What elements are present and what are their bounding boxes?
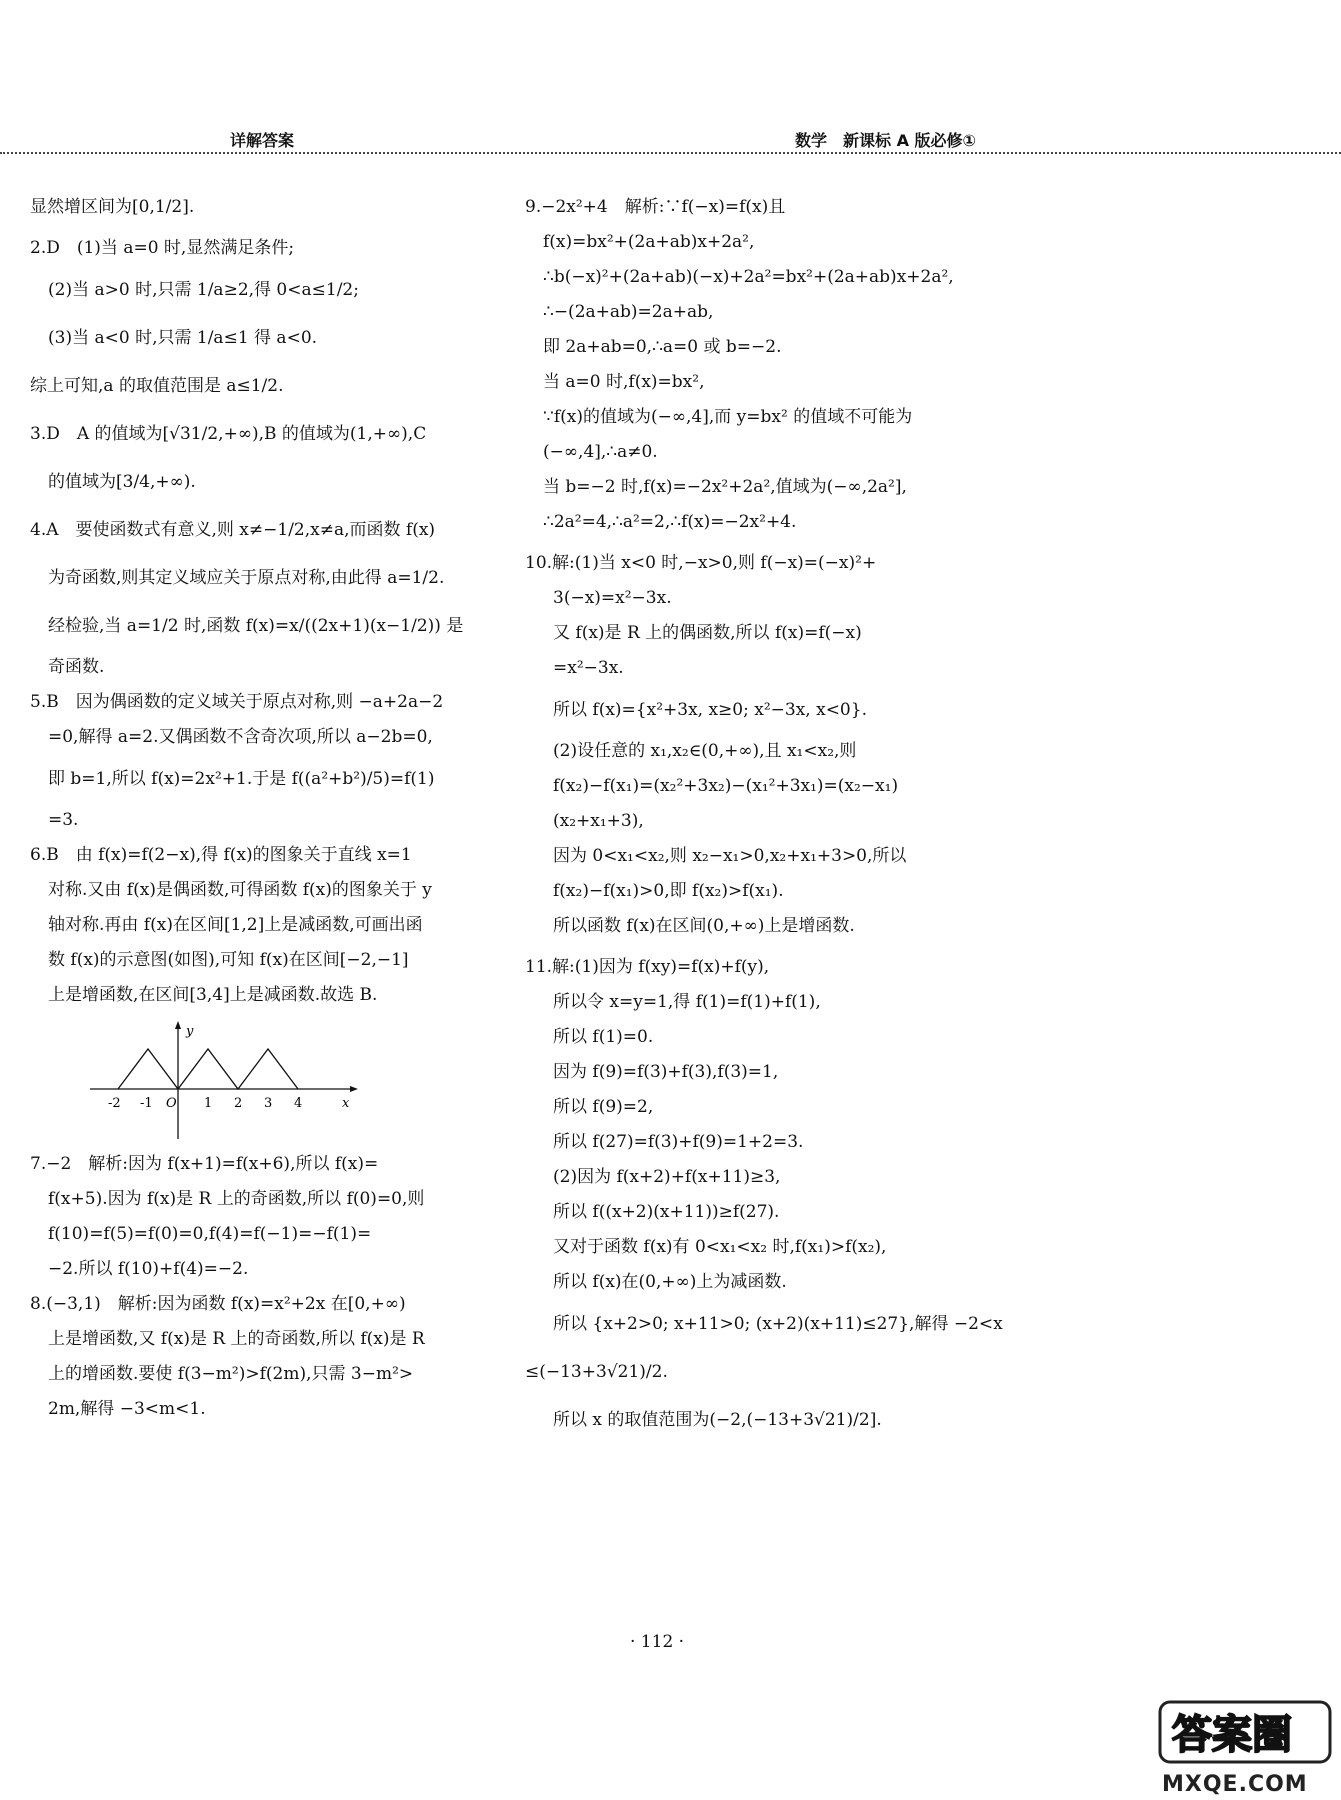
text-line: ≤(−13+3√21)/2.	[525, 1362, 668, 1382]
text-line: 所以 {x+2>0; x+11>0; (x+2)(x+11)≤27},解得 −2<x	[553, 1314, 1003, 1334]
text-line: ∴−(2a+ab)=2a+ab,	[543, 302, 714, 322]
header-right: 数学 新课标 A 版必修①	[795, 131, 977, 150]
text-line: 所以 x 的取值范围为(−2,(−13+3√21)/2].	[553, 1410, 882, 1430]
text-line: 11.解:(1)因为 f(xy)=f(x)+f(y),	[525, 957, 770, 977]
text-line: f(x₂)−f(x₁)=(x₂²+3x₂)−(x₁²+3x₁)=(x₂−x₁)	[553, 776, 899, 796]
right-column	[525, 190, 1020, 1444]
text-line: (−∞,4],∴a≠0.	[543, 442, 658, 462]
tick-label: -1	[140, 1096, 153, 1111]
tick-label: 3	[264, 1096, 273, 1111]
text-line: 2.D (1)当 a=0 时,显然满足条件;	[30, 238, 295, 258]
text-line: 6.B 由 f(x)=f(2−x),得 f(x)的图象关于直线 x=1	[30, 845, 412, 865]
text-line: 即 b=1,所以 f(x)=2x²+1.于是 f((a²+b²)/5)=f(1)	[48, 769, 435, 789]
text-line: 5.B 因为偶函数的定义域关于原点对称,则 −a+2a−2	[30, 692, 444, 712]
text-line: (2)当 a>0 时,只需 1/a≥2,得 0<a≤1/2;	[48, 280, 359, 300]
text-line: 当 a=0 时,f(x)=bx²,	[543, 372, 705, 392]
header-left: 详解答案	[230, 131, 295, 150]
text-line: 所以 f(x)={x²+3x, x≥0; x²−3x, x<0}.	[553, 700, 867, 720]
y-axis-arrow	[175, 1021, 181, 1029]
header-rule	[0, 152, 1341, 154]
text-line: 4.A 要使函数式有意义,则 x≠−1/2,x≠a,而函数 f(x)	[30, 520, 436, 540]
tick-label: 4	[294, 1096, 303, 1111]
text-line: −2.所以 f(10)+f(4)=−2.	[48, 1259, 249, 1279]
text-line: 为奇函数,则其定义域应关于原点对称,由此得 a=1/2.	[48, 568, 445, 588]
text-line: 2m,解得 −3<m<1.	[48, 1399, 206, 1419]
y-axis-label: y	[186, 1024, 194, 1039]
x-axis-arrow	[350, 1086, 358, 1092]
text-line: 经检验,当 a=1/2 时,函数 f(x)=x/((2x+1)(x−1/2)) 是	[48, 616, 464, 636]
text-line: 所以 f(x)在(0,+∞)上为减函数.	[553, 1272, 787, 1292]
text-line: f(x₂)−f(x₁)>0,即 f(x₂)>f(x₁).	[553, 881, 784, 901]
text-line: 10.解:(1)当 x<0 时,−x>0,则 f(−x)=(−x)²+	[525, 553, 877, 573]
text-line: 所以 f(27)=f(3)+f(9)=1+2=3.	[553, 1132, 804, 1152]
text-line: f(x)=bx²+(2a+ab)x+2a²,	[543, 232, 755, 252]
text-line: f(x+5).因为 f(x)是 R 上的奇函数,所以 f(0)=0,则	[48, 1189, 425, 1209]
text-line: 3(−x)=x²−3x.	[553, 588, 672, 608]
text-line: 所以 f(9)=2,	[553, 1097, 654, 1117]
text-line: ∴2a²=4,∴a²=2,∴f(x)=−2x²+4.	[543, 512, 797, 532]
text-line: 所以令 x=y=1,得 f(1)=f(1)+f(1),	[553, 992, 821, 1012]
text-line: 3.D A 的值域为[√31/2,+∞),B 的值域为(1,+∞),C	[30, 424, 427, 444]
text-line: 当 b=−2 时,f(x)=−2x²+2a²,值域为(−∞,2a²],	[543, 477, 907, 497]
text-line: 上是增函数,在区间[3,4]上是减函数.故选 B.	[48, 985, 378, 1005]
page-number: · 112 ·	[630, 1632, 685, 1652]
text-line: 7.−2 解析:因为 f(x+1)=f(x+6),所以 f(x)=	[30, 1154, 379, 1174]
left-column	[30, 190, 500, 1427]
text-line: 即 2a+ab=0,∴a=0 或 b=−2.	[543, 337, 782, 357]
text-line: 所以 f(1)=0.	[553, 1027, 654, 1047]
text-line: 因为 f(9)=f(3)+f(3),f(3)=1,	[553, 1062, 779, 1082]
function-graph	[90, 1021, 370, 1141]
text-line: ∴b(−x)²+(2a+ab)(−x)+2a²=bx²+(2a+ab)x+2a²,	[543, 267, 954, 287]
text-line: 轴对称.再由 f(x)在区间[1,2]上是减函数,可画出函	[48, 915, 423, 935]
text-line: 的值域为[3/4,+∞).	[48, 472, 196, 492]
text-line: 奇函数.	[48, 657, 105, 677]
tick-label: O	[166, 1096, 177, 1111]
text-line: f(10)=f(5)=f(0)=0,f(4)=f(−1)=−f(1)=	[48, 1224, 372, 1244]
text-line: 上是增函数,又 f(x)是 R 上的奇函数,所以 f(x)是 R	[48, 1329, 425, 1349]
text-line: 数 f(x)的示意图(如图),可知 f(x)在区间[−2,−1]	[48, 950, 409, 970]
watermark-top-text: 答案圈	[1172, 1712, 1292, 1758]
text-line: 8.(−3,1) 解析:因为函数 f(x)=x²+2x 在[0,+∞)	[30, 1294, 406, 1314]
text-line: 显然增区间为[0,1/2].	[30, 197, 195, 217]
text-line: 所以 f((x+2)(x+11))≥f(27).	[553, 1202, 780, 1222]
tick-label: 2	[234, 1096, 243, 1111]
text-line: 综上可知,a 的取值范围是 a≤1/2.	[30, 376, 284, 396]
text-line: (3)当 a<0 时,只需 1/a≤1 得 a<0.	[48, 328, 318, 348]
text-line: 因为 0<x₁<x₂,则 x₂−x₁>0,x₂+x₁+3>0,所以	[553, 846, 907, 866]
tick-label: 1	[204, 1096, 213, 1111]
text-line: =x²−3x.	[553, 658, 624, 678]
text-line: 又 f(x)是 R 上的偶函数,所以 f(x)=f(−x)	[553, 623, 862, 643]
text-line: (x₂+x₁+3),	[553, 811, 644, 831]
text-line: (2)因为 f(x+2)+f(x+11)≥3,	[553, 1167, 781, 1187]
text-line: =3.	[48, 810, 79, 830]
text-line: ∵f(x)的值域为(−∞,4],而 y=bx² 的值域不可能为	[543, 407, 913, 427]
graph-curve	[118, 1049, 298, 1089]
text-line: 对称.又由 f(x)是偶函数,可得函数 f(x)的图象关于 y	[48, 880, 432, 900]
text-line: (2)设任意的 x₁,x₂∈(0,+∞),且 x₁<x₂,则	[553, 741, 857, 761]
tick-label: -2	[108, 1096, 121, 1111]
text-line: 所以函数 f(x)在区间(0,+∞)上是增函数.	[553, 916, 855, 936]
x-axis-label: x	[342, 1096, 350, 1111]
text-line: =0,解得 a=2.又偶函数不含奇次项,所以 a−2b=0,	[48, 727, 433, 747]
text-line: 又对于函数 f(x)有 0<x₁<x₂ 时,f(x₁)>f(x₂),	[553, 1237, 887, 1257]
text-line: 9.−2x²+4 解析:∵f(−x)=f(x)且	[525, 197, 786, 217]
text-line: 上的增函数.要使 f(3−m²)>f(2m),只需 3−m²>	[48, 1364, 414, 1384]
watermark-url: MXQE.COM	[1162, 1772, 1308, 1797]
